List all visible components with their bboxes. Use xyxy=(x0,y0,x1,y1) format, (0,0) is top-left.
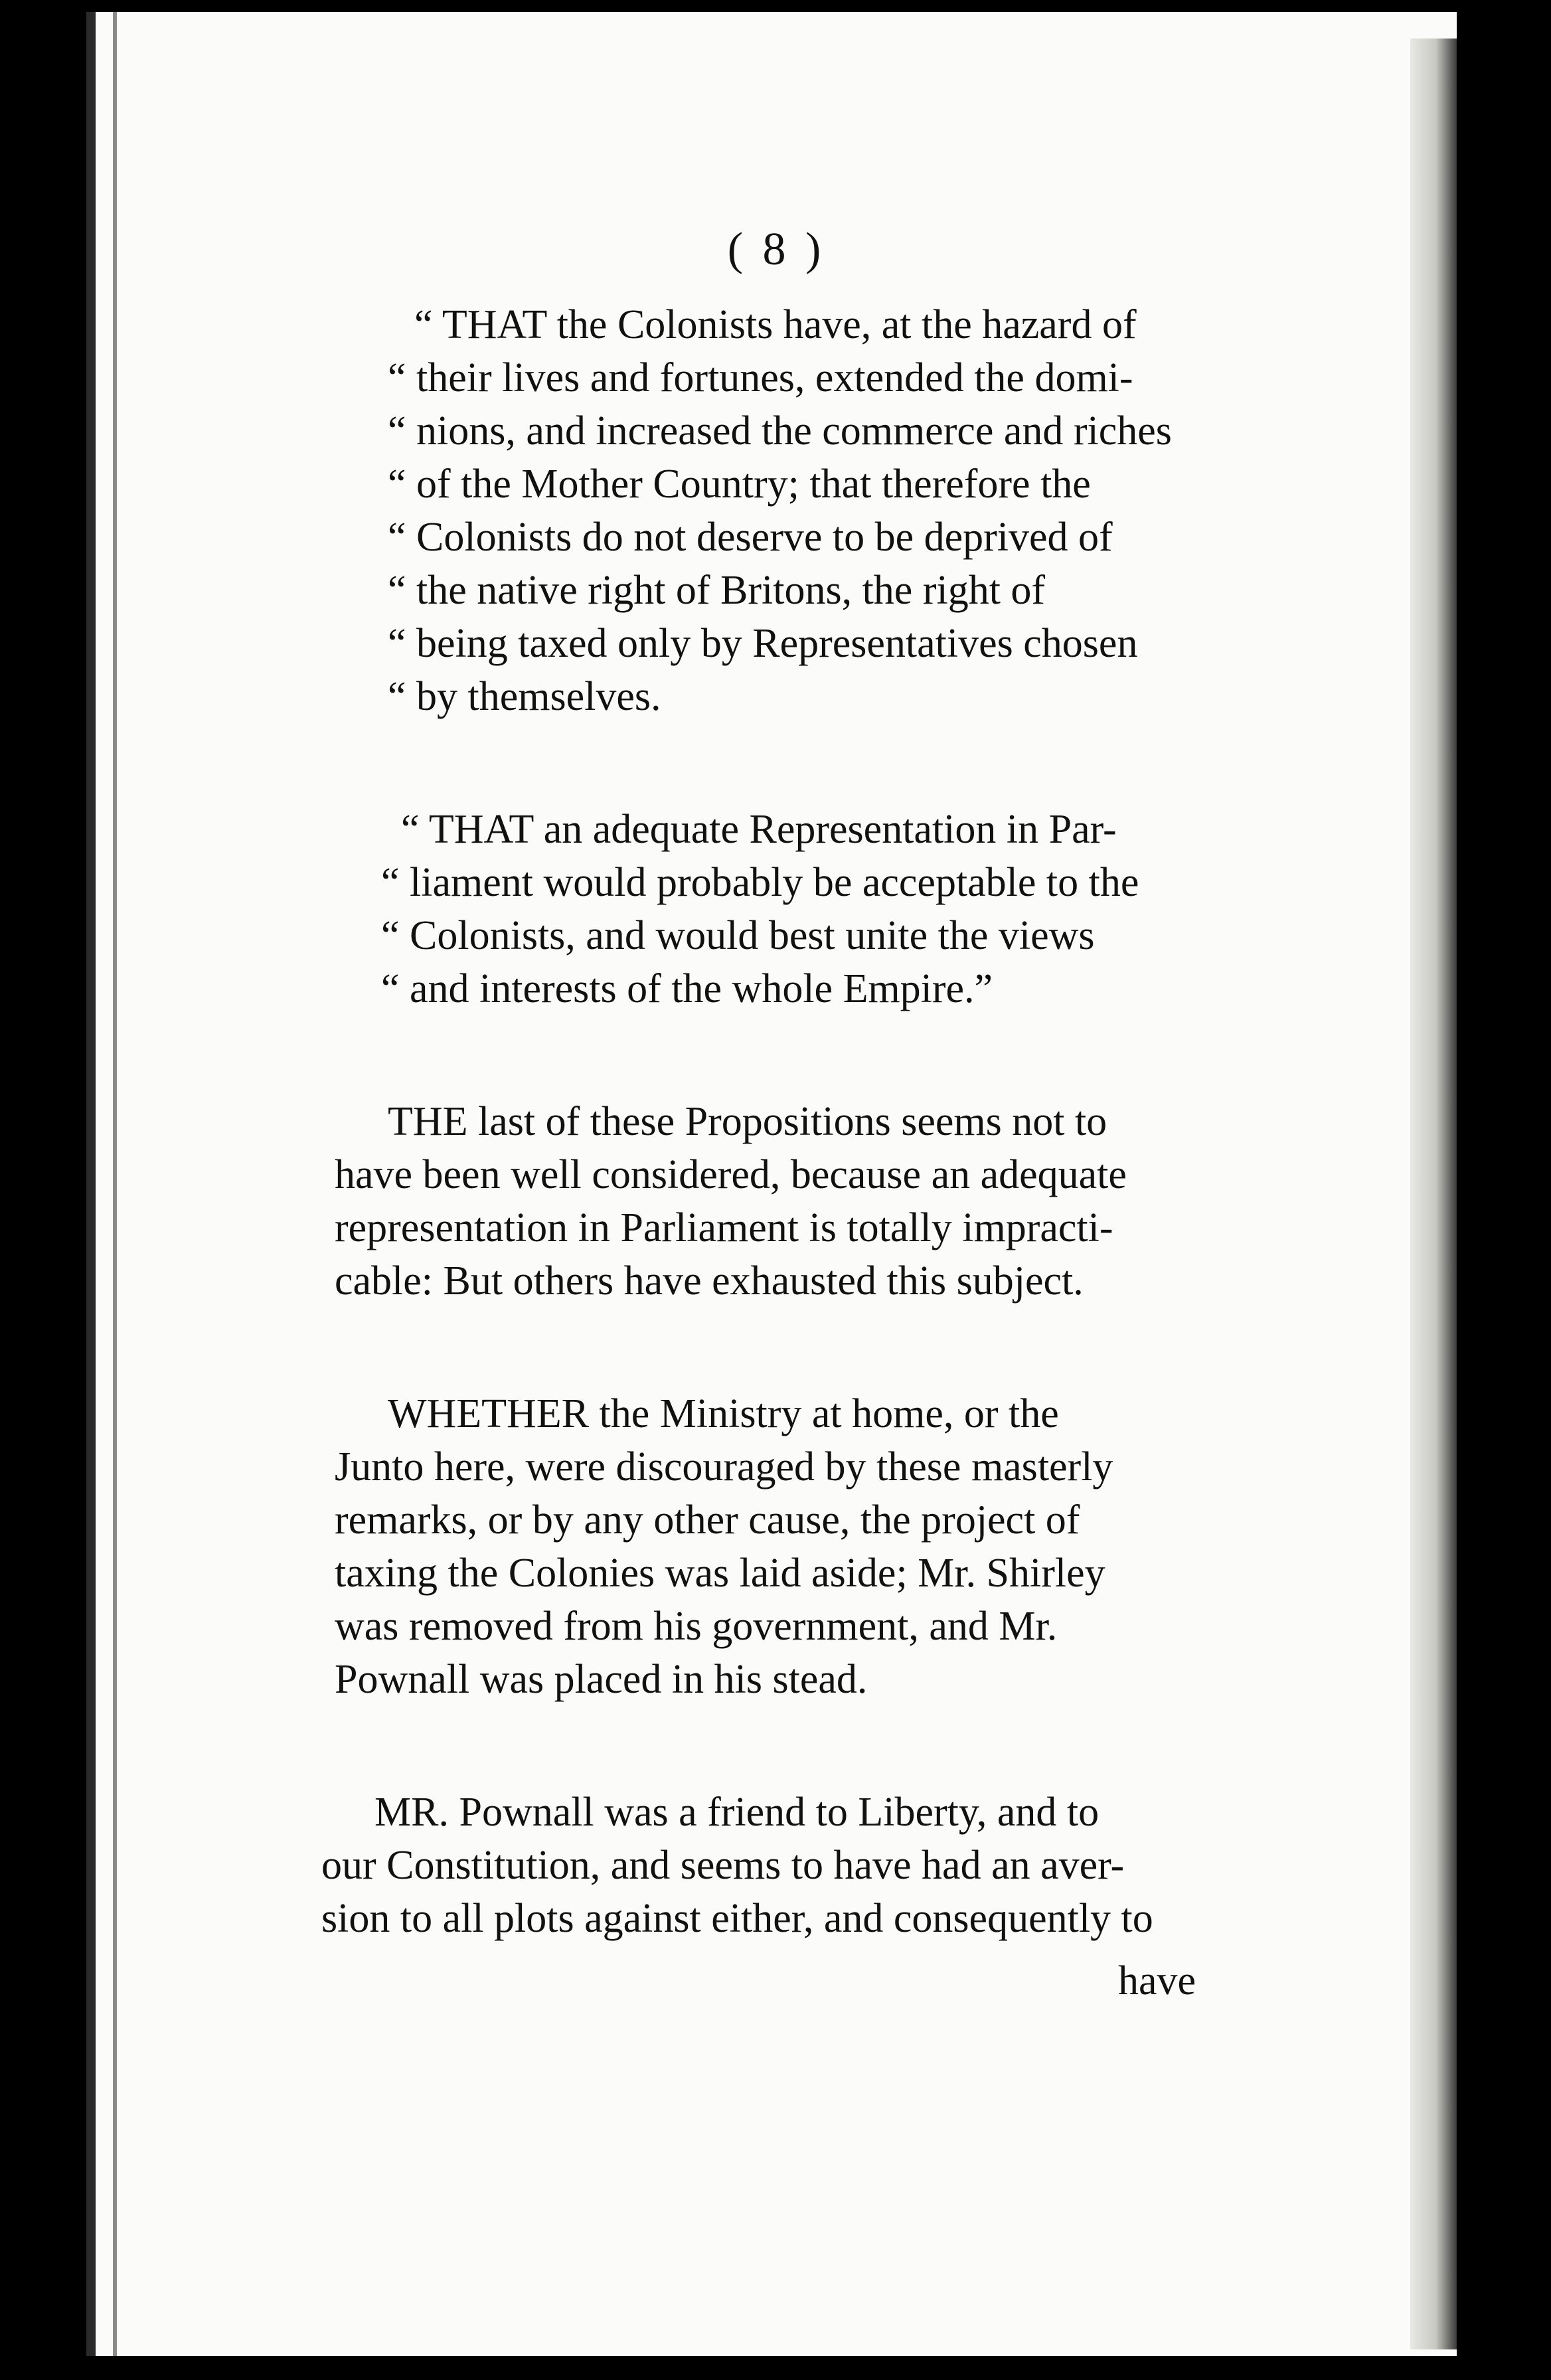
book-page xyxy=(86,12,1457,2356)
page-number: ( 8 ) xyxy=(727,224,825,275)
text-line: “ THAT an adequate Representation in Par- xyxy=(401,807,1117,852)
text-line: taxing the Colonies was laid aside; Mr. Shirley xyxy=(335,1551,1105,1596)
catchword: have xyxy=(1118,1958,1196,2003)
text-line: representation in Parliament is totally impracti- xyxy=(335,1205,1113,1250)
text-line: THE last of these Propositions seems not to xyxy=(388,1099,1107,1144)
text-line: MR. Pownall was a friend to Liberty, and to xyxy=(374,1790,1100,1835)
text-line: Junto here, were discouraged by these masterly xyxy=(335,1444,1113,1489)
binding-gutter xyxy=(113,12,117,2356)
text-line: our Constitution, and seems to have had an aver- xyxy=(321,1843,1125,1888)
text-line: “ nions, and increased the commerce and riches xyxy=(388,408,1172,454)
text-line: “ Colonists, and would best unite the views xyxy=(381,913,1095,958)
page-edge-shadow xyxy=(1410,39,1457,2349)
text-line: “ liament would probably be acceptable to the xyxy=(381,860,1139,905)
text-line: have been well considered, because an adequate xyxy=(335,1152,1127,1197)
text-line: “ Colonists do not deserve to be deprived of xyxy=(388,515,1113,560)
text-line: “ being taxed only by Representatives chosen xyxy=(388,621,1138,666)
text-line: “ and interests of the whole Empire.” xyxy=(381,966,993,1011)
text-line: “ the native right of Britons, the right of xyxy=(388,568,1046,613)
text-line: “ THAT the Colonists have, at the hazard of xyxy=(414,302,1137,347)
text-line: WHETHER the Ministry at home, or the xyxy=(388,1391,1059,1436)
text-line: “ their lives and fortunes, extended the domi- xyxy=(388,355,1133,400)
text-line: sion to all plots against either, and consequently to xyxy=(321,1896,1153,1941)
text-line: Pownall was placed in his stead. xyxy=(335,1657,868,1702)
text-line: remarks, or by any other cause, the project of xyxy=(335,1497,1080,1543)
text-line: was removed from his government, and Mr. xyxy=(335,1604,1058,1649)
text-line: “ of the Mother Country; that therefore the xyxy=(388,462,1091,507)
text-line: cable: But others have exhausted this subject. xyxy=(335,1258,1084,1304)
text-line: “ by themselves. xyxy=(388,674,661,719)
